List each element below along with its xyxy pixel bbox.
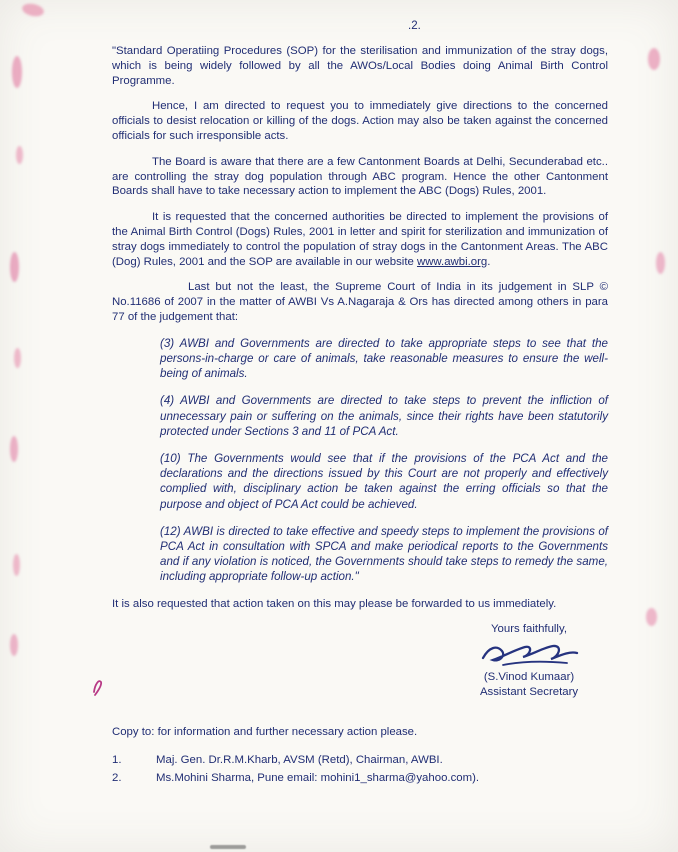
scan-artifact (16, 146, 23, 164)
pen-mark (90, 676, 104, 703)
list-item-text: Ms.Mohini Sharma, Pune email: mohini1_sharma@yahoo.com). (156, 771, 480, 784)
copy-to-heading: Copy to: for information and further necessary action please. (112, 726, 418, 739)
scan-artifact (10, 634, 18, 656)
paragraph-abc-rules-tail: . (487, 255, 491, 268)
scan-artifact (10, 252, 19, 282)
valediction: Yours faithfully, (491, 623, 567, 636)
page-number: .2. (408, 20, 421, 32)
court-quote-4: (4) AWBI and Governments are directed to take steps to prevent the infliction of unnecessary pain or suffering on the animals, since their rights have been statutorily protected under Sections 3 and 11 of PCA Act. (160, 394, 608, 438)
paragraph-sop: "Standard Operatiing Procedures (SOP) for the sterilisation and immunization of the stray dogs, which is being widely followed by all the AWOs/Local Bodies doing Animal Birth Control Programme. (112, 45, 608, 87)
court-quote-3: (3) AWBI and Governments are directed to take appropriate steps to see that the persons-in-charge or care of animals, take reasonable measures to ensure the well-being of animals. (160, 336, 608, 381)
letter-body (112, 44, 608, 789)
scan-artifact (10, 436, 18, 462)
list-item-number: 2. (112, 771, 122, 784)
list-item (112, 771, 608, 786)
scan-artifact (13, 554, 20, 576)
paragraph-supreme-court: Last but not the least, the Supreme Court of India in its judgement in SLP © No.11686 of 2007 in the matter of AWBI Vs A.Nagaraja & Ors has directed among others in para 77 of the judgement that: (112, 281, 608, 323)
scan-artifact (21, 2, 45, 18)
scan-artifact (646, 608, 657, 626)
website-link: www.awbi.org (416, 255, 488, 268)
paragraph-abc-rules-text: It is requested that the concerned authorities be directed to implement the provisions of the Animal Birth Control (Dogs) Rules, 2001 in letter and spirit for sterilization and immunization of stray dogs immediately to control the population of stray dogs in the Cantonment Areas. The ABC (Dog) Rules, 2001 and the SOP are available in our website (112, 211, 608, 268)
scan-artifact (12, 56, 22, 88)
list-item (112, 753, 608, 768)
list-item-text: Maj. Gen. Dr.R.M.Kharb, AVSM (Retd), Chairman, AWBI. (156, 754, 443, 767)
list-item-number: 1. (112, 754, 122, 767)
scan-artifact (14, 348, 21, 368)
paragraph-directions: Hence, I am directed to request you to immediately give directions to the concerned officials to desist relocation or killing of the dogs. Action may also be taken against the concerned officials for such irresponsible acts. (112, 100, 608, 142)
scan-artifact (656, 252, 665, 274)
action-request-line: It is also requested that action taken on this may please be forwarded to us immediately. (112, 597, 557, 610)
closing-block (444, 622, 614, 700)
copy-to-list (112, 753, 608, 786)
signatory-name: (S.Vinod Kumaar) (483, 671, 575, 684)
signature-image (444, 638, 614, 670)
scan-artifact (210, 845, 246, 849)
paragraph-abc-rules (112, 210, 608, 269)
court-quote-12: (12) AWBI is directed to take effective and speedy steps to implement the provisions of PCA Act in consultation with SPCA and make periodical reports to the Governments and if any violation is noticed, the Governments should take steps to remedy the same, including appropriate follow-up action." (160, 524, 608, 584)
court-quote-10: (10) The Governments would see that if the provisions of the PCA Act and the declarations and the directions issued by this Court are not properly and effectively complied with, disciplinary action be taken against the erring officials so that the purpose and object of PCA Act could be achieved. (160, 451, 608, 511)
signatory-title: Assistant Secretary (479, 686, 579, 699)
paragraph-cantonment-boards: The Board is aware that there are a few Cantonment Boards at Delhi, Secunderabad etc.. are controlling the stray dog population through ABC program. Hence the other Cantonment Boards shall have to take necessary action to implement the ABC (Dogs) Rules, 2001. (112, 155, 608, 198)
scan-artifact (648, 48, 660, 70)
